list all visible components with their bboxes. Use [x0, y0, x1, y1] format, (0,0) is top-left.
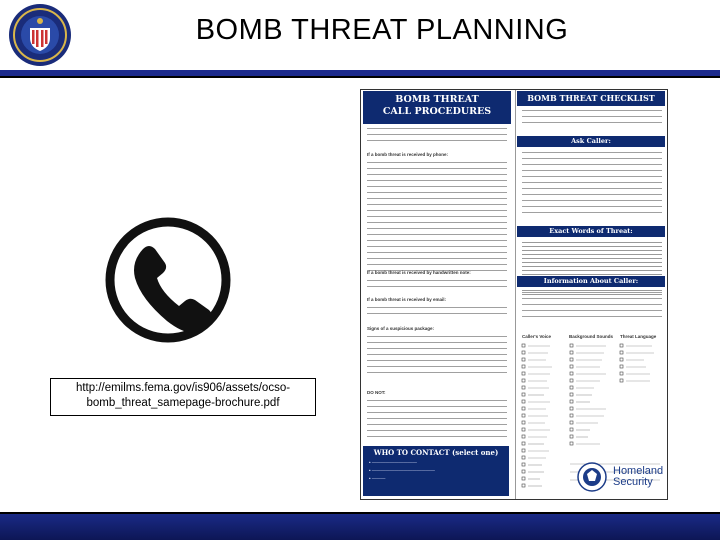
- dhs-seal-icon: [576, 462, 608, 492]
- source-url-caption[interactable]: http://emilms.fema.gov/is906/assets/ocso-bomb_threat_samepage-brochure.pdf: [50, 378, 316, 416]
- column-header: Caller's Voice: [522, 334, 552, 339]
- homeland-security-logo: Homeland Security: [576, 462, 662, 492]
- ask-caller-band: Ask Caller:: [517, 136, 665, 147]
- slide-header: [0, 0, 720, 70]
- brochure-section-heading: DO NOT:: [367, 390, 386, 395]
- brochure-right-title: BOMB THREAT CHECKLIST: [517, 91, 665, 106]
- brochure-right-panel: [515, 90, 667, 499]
- exact-words-band: Exact Words of Threat:: [517, 226, 665, 237]
- column-header: Threat Language: [620, 334, 657, 339]
- caller-info-band: Information About Caller:: [517, 276, 665, 287]
- brochure-left-title: BOMB THREAT CALL PROCEDURES: [363, 91, 511, 124]
- header-divider-line: [0, 76, 720, 78]
- brochure-left-panel: [361, 90, 513, 499]
- brochure-section-heading: If a bomb threat is received by handwritten note:: [367, 270, 471, 275]
- brochure-section-heading: Signs of a suspicious package:: [367, 326, 435, 331]
- brochure-image: [360, 89, 668, 500]
- column-header: Background Sounds: [569, 334, 614, 339]
- brochure-section-heading: If a bomb threat is received by phone:: [367, 152, 449, 157]
- page-title: BOMB THREAT PLANNING: [195, 14, 569, 46]
- footer-bar: [0, 514, 720, 540]
- brochure-section-heading: If a bomb threat is received by email:: [367, 297, 447, 302]
- who-to-contact-box: WHO TO CONTACT (select one) • —————————— • —————————————— • ———: [363, 446, 509, 496]
- telephone-icon: [103, 215, 233, 345]
